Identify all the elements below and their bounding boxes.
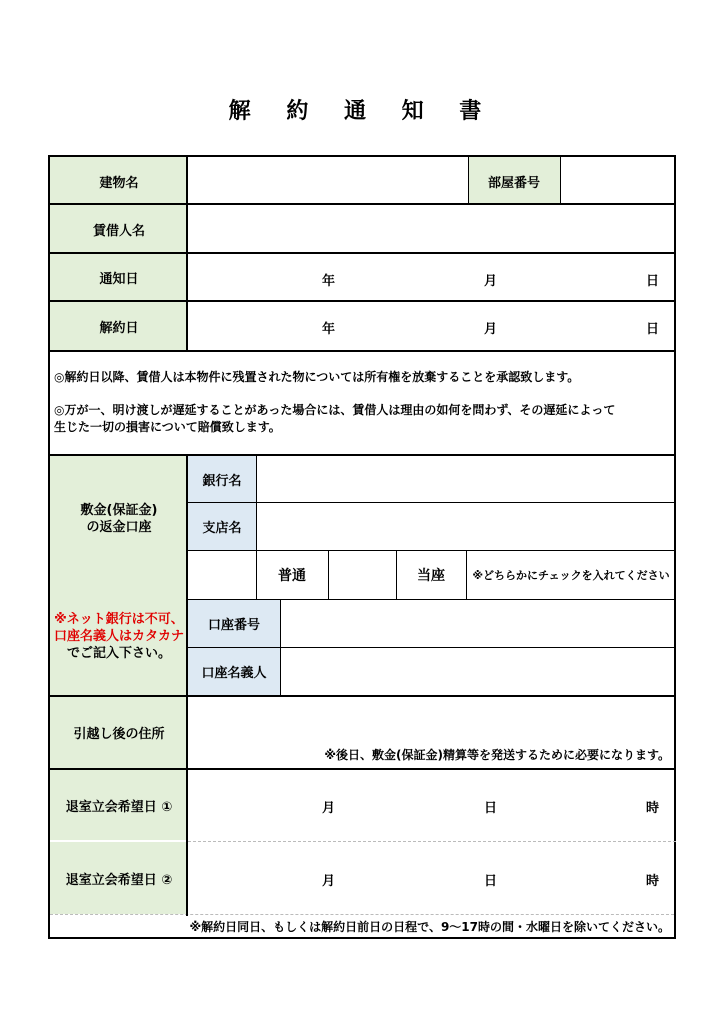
day-unit: 日 bbox=[646, 322, 660, 337]
branch-name-field[interactable] bbox=[256, 503, 676, 550]
check-instruction-note: ※どちらかにチェックを入れてください bbox=[472, 569, 670, 582]
month-unit: 月 bbox=[322, 874, 336, 889]
deposit-warning-line-1: ※ネット銀行は不可、 bbox=[54, 612, 184, 627]
divider bbox=[468, 157, 469, 205]
terms-line-1: ◎解約日以降、賃借人は本物件に残置された物については所有権を放棄することを承認致します。 bbox=[54, 370, 580, 384]
account-holder-label: 口座名義人 bbox=[188, 648, 280, 695]
current-account-label: 当座 bbox=[417, 568, 445, 584]
notice-date-label: 通知日 bbox=[50, 254, 188, 301]
divider bbox=[50, 350, 674, 352]
month-unit: 月 bbox=[322, 801, 336, 816]
account-number-field[interactable] bbox=[280, 600, 676, 647]
day-unit: 日 bbox=[484, 801, 498, 816]
divider bbox=[328, 551, 329, 599]
day-unit: 日 bbox=[484, 874, 498, 889]
hour-unit: 時 bbox=[646, 801, 660, 816]
document-title: 解 約 通 知 書 bbox=[228, 98, 496, 124]
year-unit: 年 bbox=[322, 274, 336, 289]
room-number-label: 部屋番号 bbox=[468, 157, 560, 205]
building-name-label: 建物名 bbox=[50, 157, 188, 205]
account-type-blank bbox=[188, 551, 256, 599]
branch-name-label: 支店名 bbox=[188, 503, 256, 550]
termination-date-field[interactable] bbox=[188, 302, 676, 350]
account-number-label: 口座番号 bbox=[188, 600, 280, 647]
bank-name-field[interactable] bbox=[256, 456, 676, 502]
deposit-account-label-cell bbox=[50, 456, 188, 695]
divider bbox=[256, 551, 257, 599]
deposit-label-line-1: 敷金(保証金) bbox=[80, 503, 158, 518]
deposit-label-line-2: の返金口座 bbox=[86, 520, 152, 535]
preferred-date-1-label: 退室立会希望日 ① bbox=[50, 770, 188, 840]
divider bbox=[560, 157, 561, 205]
divider bbox=[396, 551, 397, 599]
deposit-warning-line-3: でご記入下さい。 bbox=[66, 646, 171, 661]
divider bbox=[280, 600, 281, 695]
label-column-divider bbox=[186, 695, 188, 916]
hour-unit: 時 bbox=[646, 874, 660, 889]
building-name-field[interactable] bbox=[188, 157, 468, 205]
termination-date-label: 解約日 bbox=[50, 302, 188, 350]
room-number-field[interactable] bbox=[560, 157, 676, 205]
label-column-divider bbox=[186, 157, 188, 352]
tenant-name-field[interactable] bbox=[188, 205, 676, 253]
divider bbox=[50, 914, 674, 915]
divider bbox=[256, 456, 257, 550]
bank-name-label: 銀行名 bbox=[188, 456, 256, 502]
preferred-date-2-label: 退室立会希望日 ② bbox=[50, 842, 188, 914]
address-note: ※後日、敷金(保証金)精算等を発送するために必要になります。 bbox=[324, 748, 670, 762]
preferred-date-2-field[interactable] bbox=[188, 842, 676, 914]
tenant-name-label: 賃借人名 bbox=[50, 205, 188, 253]
day-unit: 日 bbox=[646, 274, 660, 289]
account-holder-field[interactable] bbox=[280, 648, 676, 695]
month-unit: 月 bbox=[484, 322, 498, 337]
ordinary-checkbox[interactable] bbox=[328, 551, 396, 599]
new-address-label: 引越し後の住所 bbox=[50, 697, 188, 768]
footer-note: ※解約日同日、もしくは解約日前日の日程で、9～17時の間・水曜日を除いてください。 bbox=[189, 920, 670, 934]
notice-date-field[interactable] bbox=[188, 254, 676, 301]
deposit-warning-line-2: 口座名義人はカタカナ bbox=[53, 629, 184, 644]
terms-line-2a: ◎万が一、明け渡しが遅延することがあった場合には、賃借人は理由の如何を問わず、その遅延によって bbox=[54, 403, 616, 417]
month-unit: 月 bbox=[484, 274, 498, 289]
year-unit: 年 bbox=[322, 322, 336, 337]
termination-form bbox=[48, 155, 676, 939]
terms-line-2b: 生じた一切の損害について賠償致します。 bbox=[54, 420, 281, 434]
preferred-date-1-field[interactable] bbox=[188, 770, 676, 840]
divider bbox=[466, 551, 467, 599]
ordinary-account-label: 普通 bbox=[278, 568, 306, 584]
